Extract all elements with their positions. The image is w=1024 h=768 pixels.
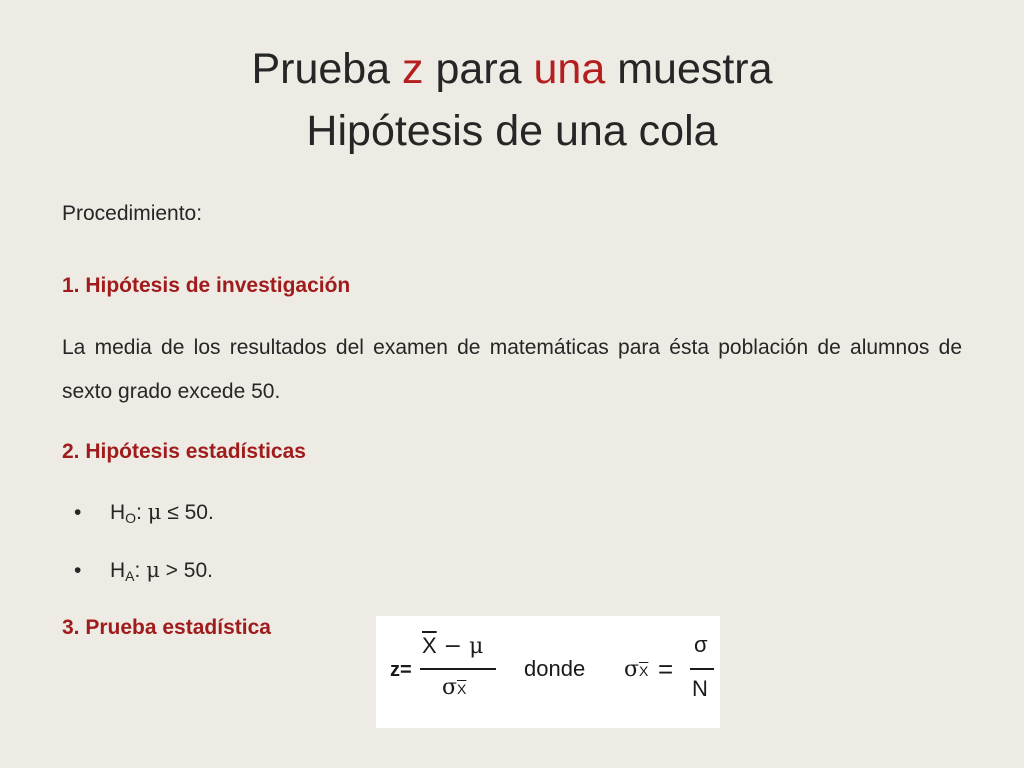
formula-sigma-x: [624, 656, 648, 682]
title-text-1: Prueba: [251, 45, 403, 93]
sigma-subscript: $\overline{X}$: [639, 663, 649, 679]
title-text-3: muestra: [605, 45, 773, 93]
hypothesis-sub: A: [125, 568, 135, 584]
mu-symbol: μ: [146, 558, 160, 582]
sigma-subscript: $\overline{X}$: [457, 681, 467, 697]
mu-symbol: μ: [147, 500, 162, 524]
formula-numerator: [422, 633, 483, 659]
bullet-null-hypothesis: [74, 500, 214, 526]
formula-z-equals: z=: [390, 659, 412, 681]
title-text-2: para: [423, 45, 534, 93]
bullet-alt-hypothesis: [74, 558, 213, 584]
sigma-symbol: σ: [442, 675, 458, 700]
formula-denominator: [442, 674, 466, 700]
bullet-dot: •: [74, 501, 82, 524]
title-accent-z: z: [402, 45, 424, 93]
title-line-1: [0, 38, 1024, 100]
section-1-text: La media de los resultados del examen de matemáticas para ésta población de alumnos de sexto grado excede 50.: [62, 336, 962, 403]
hypothesis-sub: O: [125, 510, 137, 526]
hypothesis-condition: > 50.: [159, 559, 213, 582]
procedure-label: Procedimiento:: [62, 202, 203, 225]
title-accent-una: una: [533, 45, 606, 93]
formula-sigma-numerator: σ: [694, 632, 708, 657]
x-bar: $\overline{X}$: [422, 633, 437, 658]
formula-donde: donde: [524, 656, 586, 681]
section-2-heading: 2. Hipótesis estadísticas: [62, 440, 306, 463]
sigma-symbol: σ: [624, 657, 640, 682]
formula-n-denominator: N: [692, 676, 708, 701]
bullet-dot: •: [74, 559, 82, 582]
title-line-2: Hipótesis de una cola: [306, 107, 718, 155]
formula-equals: =: [658, 654, 674, 684]
hypothesis-h: H: [110, 501, 126, 524]
formula-minus-mu: − μ: [436, 634, 484, 659]
slide-title: [0, 38, 1024, 162]
section-1-heading: 1. Hipótesis de investigación: [62, 274, 351, 297]
hypothesis-condition: ≤ 50.: [161, 501, 214, 524]
fraction-bar-2: [690, 668, 714, 670]
hypothesis-colon: :: [136, 501, 148, 524]
section-3-heading: 3. Prueba estadística: [62, 616, 271, 639]
hypothesis-h: H: [110, 559, 126, 582]
z-formula-image: [376, 616, 720, 728]
hypothesis-colon: :: [134, 559, 147, 582]
fraction-bar: [420, 668, 496, 670]
